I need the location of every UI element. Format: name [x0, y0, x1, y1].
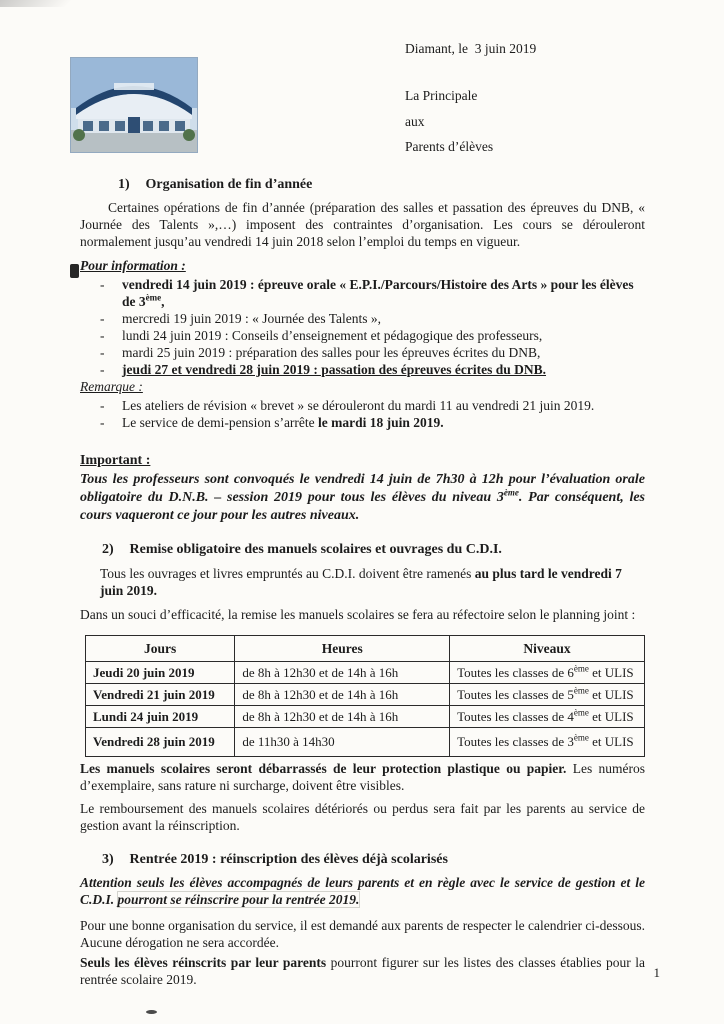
cell-heures: de 8h à 12h30 et de 14h à 16h: [235, 684, 450, 706]
text-segment: ,: [161, 294, 165, 309]
important-label: [80, 452, 645, 470]
aux-line: aux: [405, 114, 425, 129]
text-segment: Toutes les classes de 5: [457, 687, 574, 702]
section-3-title-text: Rentrée 2019 : réinscription des élèves déjà scolarisés: [129, 852, 448, 867]
dash-marker: -: [100, 311, 105, 326]
superscript: ème: [573, 707, 589, 718]
cell-niveaux: [450, 662, 645, 684]
info-list-item: [100, 327, 645, 344]
section-2-title: [102, 541, 645, 559]
text-segment: pourront figurer sur les listes des classes établies pour la rentrée scolaire 2019.: [80, 955, 645, 987]
section-3-title: [102, 851, 645, 869]
text-segment: Toutes les classes de 6: [457, 665, 574, 680]
info-list-item: [100, 310, 645, 327]
superscript: ème: [573, 732, 589, 743]
text-segment-bold: le mardi 18 juin 2019.: [318, 415, 444, 430]
info-list-item: [100, 344, 645, 361]
section-2-paragraph-2: Dans un souci d’efficacité, la remise les manuels scolaires se fera au réfectoire selon le planning joint :: [80, 607, 636, 622]
remarque-item-text: [122, 414, 645, 431]
section-3-paragraph-2: Pour une bonne organisation du service, il est demandé aux parents de respecter le calendrier ci-dessous. Aucune dérogation ne sera accordée.: [80, 918, 645, 950]
dash-marker: -: [100, 362, 105, 377]
planning-table: [85, 635, 645, 757]
table-row: [86, 662, 645, 684]
sender-line: La Principale: [405, 88, 478, 103]
info-item-text: [122, 327, 645, 344]
text-segment: Toutes les classes de 3: [457, 734, 574, 749]
text-segment: Attention seuls les élèves accompagnés de leurs parents et en règle avec le service de gestion et le C.D.I.: [80, 875, 645, 907]
info-list-item: [100, 361, 645, 378]
text-segment: et ULIS: [588, 709, 634, 724]
section-2-paragraph-3: [80, 760, 645, 794]
text-segment-bold: Les manuels scolaires seront débarrassés de leur protection plastique ou papier.: [80, 761, 567, 776]
scan-artifact-top: [0, 0, 90, 7]
cell-niveaux: [450, 706, 645, 728]
superscript: ème: [573, 663, 589, 674]
text-segment: . Par conséquent, les cours vaqueront ce jour pour les autres niveaux.: [80, 490, 645, 523]
letter-meta: [405, 40, 536, 155]
remarque-item-text: [122, 397, 645, 414]
remarque-item: [100, 414, 645, 431]
text-segment: Les ateliers de révision « brevet » se dérouleront du mardi 11 au vendredi 21 juin 2019.: [122, 398, 595, 413]
info-list: [80, 276, 645, 378]
info-item-text: [122, 344, 645, 361]
text-segment-bold: Seuls les élèves réinscrits par leur parents: [80, 955, 327, 970]
superscript: ème: [573, 685, 589, 696]
cell-heures: de 11h30 à 14h30: [235, 728, 450, 757]
cell-niveaux: [450, 728, 645, 757]
section-2-number: 2): [102, 542, 114, 557]
dash-marker: -: [100, 398, 105, 413]
section-3-number: 3): [102, 852, 114, 867]
cell-niveaux: [450, 684, 645, 706]
text-segment: Toutes les classes de 4: [457, 709, 574, 724]
text-segment: mardi 25 juin 2019 : préparation des salles pour les épreuves écrites du DNB,: [122, 345, 541, 360]
section-1-intro: Certaines opérations de fin d’année (préparation des salles et passation des épreuves du DNB, « Journée des Talents »,…) imposent des contraintes d’organisation. Les cours se dérouleront normalement jusqu’au vendredi 14 juin 2018 selon l’emploi du temps en vigueur.: [80, 200, 645, 249]
text-segment: et ULIS: [588, 734, 634, 749]
text-segment: Les numéros d’exemplaire, sans rature ni surcharge, doivent être visibles.: [80, 761, 645, 793]
text-segment-bold: au plus tard le vendredi 7 juin 2019.: [100, 566, 622, 598]
text-segment: lundi 24 juin 2019 : Conseils d’enseignement et pédagogique des professeurs,: [122, 328, 543, 343]
section-3-paragraph-1: [80, 874, 645, 908]
remarque-label: [80, 378, 645, 395]
cell-jour: Jeudi 20 juin 2019: [86, 662, 235, 684]
info-label: [80, 257, 645, 274]
section-1-title-text: Organisation de fin d’année: [145, 177, 313, 192]
page-number: 1: [653, 965, 660, 980]
section-2-paragraph-1: [80, 565, 645, 599]
school-building-illustration: [71, 58, 197, 152]
text-segment-boxed: pourront se réinscrire pour la rentrée 2019.: [117, 892, 360, 907]
text-segment: Tous les ouvrages et livres empruntés au C.D.I. doivent être ramenés: [100, 566, 475, 581]
section-1-title: [118, 176, 645, 194]
section-1-number: 1): [118, 177, 130, 192]
section-2-paragraph-4: Le remboursement des manuels scolaires détériorés ou perdus sera fait par les parents au service de gestion avant la réinscription.: [80, 801, 645, 833]
scan-artifact-ink-mark: [70, 264, 79, 278]
remarque-label-text: Remarque :: [80, 379, 143, 394]
section-3-paragraph-3: [80, 954, 645, 988]
remarque-item: [100, 397, 645, 414]
text-segment: vendredi 14 juin 2019 : épreuve orale « E.P.I./Parcours/Histoire des Arts » pour les élèves de 3: [122, 277, 634, 309]
text-segment: Le service de demi-pension s’arrête: [122, 415, 319, 430]
school-photo-logo: [70, 57, 198, 153]
section-2-title-text: Remise obligatoire des manuels scolaires et ouvrages du C.D.I.: [129, 542, 502, 557]
recipient-line: Parents d’élèves: [405, 139, 494, 154]
table-row: [86, 728, 645, 757]
important-label-text: Important :: [80, 453, 151, 468]
column-header-heures: Heures: [235, 636, 450, 662]
table-row: [86, 684, 645, 706]
info-item-text: [122, 361, 645, 378]
table-header-row: [86, 636, 645, 662]
superscript: ème: [145, 292, 162, 303]
superscript: ème: [503, 487, 519, 498]
cell-heures: de 8h à 12h30 et de 14h à 16h: [235, 662, 450, 684]
dash-marker: -: [100, 328, 105, 343]
column-header-jours: Jours: [86, 636, 235, 662]
letter-header: [80, 40, 645, 170]
dash-marker: -: [100, 345, 105, 360]
table-row: [86, 706, 645, 728]
info-item-text: [122, 276, 645, 310]
text-segment: jeudi 27 et vendredi 28 juin 2019 : passation des épreuves écrites du DNB.: [122, 362, 547, 377]
cell-jour: Vendredi 21 juin 2019: [86, 684, 235, 706]
text-segment: et ULIS: [588, 687, 634, 702]
info-list-item: [100, 276, 645, 310]
remarque-list: [80, 397, 645, 431]
text-segment: et ULIS: [588, 665, 634, 680]
text-segment: Tous les professeurs sont convoqués le vendredi 14 juin de 7h30 à 12h pour l’évaluation orale obligatoire du D.N.B. – session 2019 pour tous les élèves du niveau 3: [80, 472, 645, 505]
info-item-text: [122, 310, 645, 327]
dash-marker: -: [100, 415, 105, 430]
info-label-text: Pour information :: [80, 258, 186, 273]
dash-marker: -: [100, 277, 105, 292]
scan-artifact-bottom-mark: [146, 1010, 157, 1014]
date-line: Diamant, le 3 juin 2019: [405, 41, 537, 56]
column-header-niveaux: Niveaux: [450, 636, 645, 662]
text-segment: mercredi 19 juin 2019 : « Journée des Talents »,: [122, 311, 381, 326]
cell-jour: Lundi 24 juin 2019: [86, 706, 235, 728]
important-paragraph: [80, 471, 645, 525]
cell-heures: de 8h à 12h30 et de 14h à 16h: [235, 706, 450, 728]
cell-jour: Vendredi 28 juin 2019: [86, 728, 235, 757]
